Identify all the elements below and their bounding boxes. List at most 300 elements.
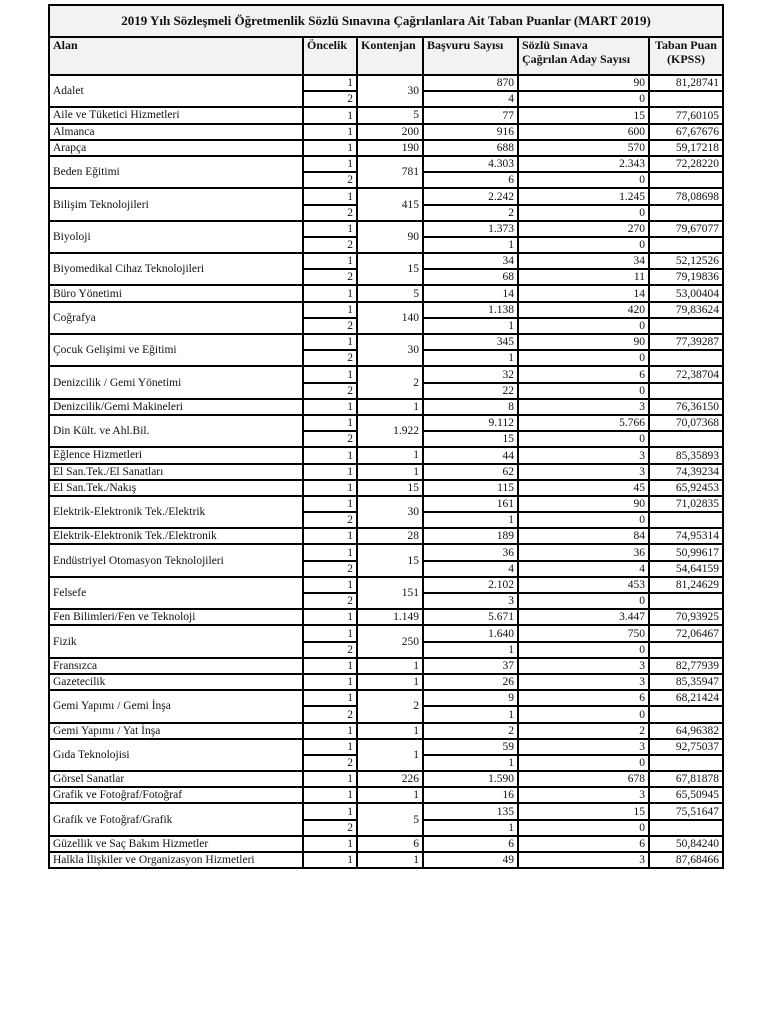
cell-sozlu: 84 [518,528,649,544]
cell-taban-puan [649,350,723,366]
cell-taban-puan: 77,60105 [649,107,723,123]
cell-kontenjan: 250 [357,625,423,657]
table-title-row [49,5,723,37]
table-row [49,302,723,318]
table-row [49,836,723,852]
cell-basvuru: 37 [423,658,518,674]
cell-alan: Fizik [49,625,303,657]
cell-sozlu: 570 [518,140,649,156]
cell-kontenjan: 1 [357,787,423,803]
cell-alan: El San.Tek./Nakış [49,480,303,496]
cell-taban-puan [649,205,723,221]
cell-alan: Görsel Sanatlar [49,771,303,787]
cell-oncelik: 1 [303,399,357,415]
cell-taban-puan [649,642,723,658]
scores-table [48,4,724,869]
cell-taban-puan [649,755,723,771]
cell-oncelik: 1 [303,803,357,819]
cell-oncelik: 2 [303,593,357,609]
cell-oncelik: 1 [303,447,357,463]
cell-oncelik: 1 [303,544,357,560]
cell-oncelik: 2 [303,269,357,285]
cell-taban-puan: 54,64159 [649,561,723,577]
cell-sozlu: 0 [518,91,649,107]
cell-taban-puan: 67,67676 [649,124,723,140]
column-header-sozlu-line2: Çağrılan Aday Sayısı [522,52,631,66]
table-row [49,544,723,560]
cell-basvuru: 77 [423,107,518,123]
cell-basvuru: 1.640 [423,625,518,641]
cell-sozlu: 3 [518,852,649,868]
cell-basvuru: 1 [423,350,518,366]
cell-sozlu: 0 [518,383,649,399]
cell-sozlu: 90 [518,334,649,350]
cell-oncelik: 1 [303,253,357,269]
cell-alan: Eğlence Hizmetleri [49,447,303,463]
cell-taban-puan: 92,75037 [649,739,723,755]
table-row [49,399,723,415]
cell-oncelik: 1 [303,107,357,123]
table-row [49,285,723,301]
cell-basvuru: 345 [423,334,518,350]
cell-oncelik: 1 [303,625,357,641]
cell-basvuru: 49 [423,852,518,868]
cell-sozlu: 453 [518,577,649,593]
cell-alan: Gıda Teknolojisi [49,739,303,771]
cell-basvuru: 22 [423,383,518,399]
table-header-row [49,37,723,75]
cell-taban-puan: 81,28741 [649,75,723,91]
cell-kontenjan: 415 [357,188,423,220]
cell-basvuru: 1 [423,820,518,836]
cell-kontenjan: 15 [357,544,423,576]
cell-sozlu: 2.343 [518,156,649,172]
cell-alan: Felsefe [49,577,303,609]
cell-taban-puan: 67,81878 [649,771,723,787]
cell-alan: Beden Eğitimi [49,156,303,188]
cell-taban-puan: 52,12526 [649,253,723,269]
cell-taban-puan: 70,07368 [649,415,723,431]
cell-oncelik: 1 [303,188,357,204]
cell-kontenjan: 5 [357,107,423,123]
cell-taban-puan: 50,84240 [649,836,723,852]
cell-alan: Arapça [49,140,303,156]
cell-kontenjan: 30 [357,496,423,528]
table-row [49,625,723,641]
cell-oncelik: 1 [303,771,357,787]
cell-oncelik: 1 [303,221,357,237]
cell-basvuru: 16 [423,787,518,803]
cell-kontenjan: 1.149 [357,609,423,625]
cell-taban-puan: 85,35893 [649,447,723,463]
cell-kontenjan: 1 [357,464,423,480]
cell-sozlu: 0 [518,642,649,658]
cell-sozlu: 5.766 [518,415,649,431]
cell-taban-puan [649,512,723,528]
cell-basvuru: 1.373 [423,221,518,237]
table-row [49,496,723,512]
cell-taban-puan: 72,06467 [649,625,723,641]
table-row [49,577,723,593]
cell-basvuru: 2 [423,723,518,739]
cell-oncelik: 1 [303,334,357,350]
cell-kontenjan: 1 [357,723,423,739]
cell-taban-puan: 79,83624 [649,302,723,318]
table-row [49,674,723,690]
cell-alan: Almanca [49,124,303,140]
cell-sozlu: 6 [518,836,649,852]
cell-alan: Güzellik ve Saç Bakım Hizmetler [49,836,303,852]
cell-kontenjan: 15 [357,480,423,496]
cell-sozlu: 11 [518,269,649,285]
table-row [49,366,723,382]
cell-basvuru: 68 [423,269,518,285]
cell-basvuru: 135 [423,803,518,819]
table-row [49,852,723,868]
cell-oncelik: 2 [303,706,357,722]
cell-sozlu: 0 [518,512,649,528]
column-header-basvuru: Başvuru Sayısı [423,37,518,75]
cell-alan: Denizcilik/Gemi Makineleri [49,399,303,415]
cell-oncelik: 1 [303,609,357,625]
cell-basvuru: 44 [423,447,518,463]
cell-oncelik: 1 [303,852,357,868]
cell-sozlu: 0 [518,593,649,609]
cell-oncelik: 2 [303,91,357,107]
cell-taban-puan: 76,36150 [649,399,723,415]
cell-taban-puan: 68,21424 [649,690,723,706]
cell-kontenjan: 1 [357,399,423,415]
cell-kontenjan: 2 [357,366,423,398]
cell-alan: Biyoloji [49,221,303,253]
cell-oncelik: 1 [303,366,357,382]
cell-basvuru: 4 [423,561,518,577]
cell-sozlu: 45 [518,480,649,496]
cell-basvuru: 1.590 [423,771,518,787]
cell-kontenjan: 151 [357,577,423,609]
cell-oncelik: 2 [303,205,357,221]
table-row [49,528,723,544]
cell-basvuru: 9.112 [423,415,518,431]
cell-oncelik: 1 [303,577,357,593]
cell-sozlu: 3 [518,399,649,415]
cell-taban-puan [649,820,723,836]
cell-basvuru: 62 [423,464,518,480]
cell-taban-puan: 72,28220 [649,156,723,172]
cell-sozlu: 0 [518,350,649,366]
cell-oncelik: 1 [303,75,357,91]
cell-taban-puan [649,172,723,188]
table-row [49,140,723,156]
table-row [49,480,723,496]
cell-sozlu: 4 [518,561,649,577]
cell-kontenjan: 781 [357,156,423,188]
cell-taban-puan: 74,95314 [649,528,723,544]
cell-kontenjan: 30 [357,75,423,107]
table-body [49,75,723,868]
cell-alan: Grafik ve Fotoğraf/Fotoğraf [49,787,303,803]
cell-basvuru: 1 [423,318,518,334]
cell-oncelik: 2 [303,561,357,577]
column-header-taban-puan [649,37,723,75]
cell-taban-puan: 85,35947 [649,674,723,690]
cell-basvuru: 26 [423,674,518,690]
cell-basvuru: 161 [423,496,518,512]
cell-kontenjan: 28 [357,528,423,544]
column-header-taban-line1: Taban Puan [655,38,717,52]
cell-oncelik: 2 [303,350,357,366]
cell-kontenjan: 1 [357,658,423,674]
cell-taban-puan: 77,39287 [649,334,723,350]
cell-alan: Adalet [49,75,303,107]
column-header-kontenjan: Kontenjan [357,37,423,75]
cell-sozlu: 3 [518,739,649,755]
cell-sozlu: 1.245 [518,188,649,204]
cell-oncelik: 1 [303,156,357,172]
cell-taban-puan: 87,68466 [649,852,723,868]
cell-oncelik: 1 [303,480,357,496]
cell-taban-puan: 53,00404 [649,285,723,301]
cell-sozlu: 3 [518,674,649,690]
cell-sozlu: 34 [518,253,649,269]
cell-oncelik: 1 [303,140,357,156]
cell-sozlu: 3 [518,658,649,674]
cell-oncelik: 2 [303,642,357,658]
cell-basvuru: 1 [423,237,518,253]
cell-kontenjan: 1.922 [357,415,423,447]
cell-basvuru: 115 [423,480,518,496]
cell-kontenjan: 140 [357,302,423,334]
cell-basvuru: 6 [423,836,518,852]
cell-oncelik: 1 [303,124,357,140]
cell-alan: Fen Bilimleri/Fen ve Teknoloji [49,609,303,625]
cell-oncelik: 2 [303,431,357,447]
table-row [49,107,723,123]
column-header-oncelik: Öncelik [303,37,357,75]
cell-sozlu: 15 [518,803,649,819]
cell-sozlu: 0 [518,755,649,771]
cell-kontenjan: 30 [357,334,423,366]
cell-sozlu: 2 [518,723,649,739]
cell-taban-puan [649,593,723,609]
cell-alan: Halkla İlişkiler ve Organizasyon Hizmetleri [49,852,303,868]
cell-basvuru: 32 [423,366,518,382]
cell-oncelik: 1 [303,723,357,739]
cell-taban-puan: 75,51647 [649,803,723,819]
table-row [49,221,723,237]
column-header-taban-line2: (KPSS) [667,52,706,66]
cell-alan: Gazetecilik [49,674,303,690]
cell-sozlu: 3 [518,464,649,480]
cell-sozlu: 0 [518,431,649,447]
cell-sozlu: 0 [518,318,649,334]
cell-oncelik: 1 [303,739,357,755]
cell-basvuru: 1 [423,642,518,658]
cell-basvuru: 3 [423,593,518,609]
cell-oncelik: 1 [303,690,357,706]
cell-sozlu: 6 [518,366,649,382]
cell-sozlu: 90 [518,75,649,91]
cell-basvuru: 34 [423,253,518,269]
cell-basvuru: 1 [423,512,518,528]
cell-alan: Biyomedikal Cihaz Teknolojileri [49,253,303,285]
cell-sozlu: 90 [518,496,649,512]
cell-taban-puan [649,706,723,722]
cell-alan: Endüstriyel Otomasyon Teknolojileri [49,544,303,576]
table-row [49,723,723,739]
cell-kontenjan: 190 [357,140,423,156]
cell-kontenjan: 1 [357,852,423,868]
table-row [49,188,723,204]
cell-kontenjan: 5 [357,285,423,301]
cell-alan: Aile ve Tüketici Hizmetleri [49,107,303,123]
cell-alan: Gemi Yapımı / Yat İnşa [49,723,303,739]
cell-taban-puan [649,431,723,447]
cell-sozlu: 0 [518,237,649,253]
cell-alan: Gemi Yapımı / Gemi İnşa [49,690,303,722]
cell-basvuru: 5.671 [423,609,518,625]
cell-sozlu: 0 [518,706,649,722]
cell-basvuru: 2.242 [423,188,518,204]
cell-taban-puan: 59,17218 [649,140,723,156]
cell-taban-puan [649,237,723,253]
cell-taban-puan: 79,67077 [649,221,723,237]
cell-kontenjan: 226 [357,771,423,787]
cell-basvuru: 189 [423,528,518,544]
cell-sozlu: 3.447 [518,609,649,625]
cell-taban-puan [649,383,723,399]
cell-taban-puan: 78,08698 [649,188,723,204]
cell-oncelik: 2 [303,755,357,771]
table-row [49,787,723,803]
cell-taban-puan: 64,96382 [649,723,723,739]
cell-kontenjan: 1 [357,739,423,771]
cell-oncelik: 1 [303,496,357,512]
cell-basvuru: 9 [423,690,518,706]
table-row [49,771,723,787]
cell-alan: Coğrafya [49,302,303,334]
cell-oncelik: 2 [303,172,357,188]
cell-kontenjan: 5 [357,803,423,835]
cell-kontenjan: 1 [357,447,423,463]
cell-kontenjan: 90 [357,221,423,253]
cell-kontenjan: 200 [357,124,423,140]
cell-sozlu: 36 [518,544,649,560]
cell-basvuru: 1 [423,706,518,722]
cell-taban-puan: 74,39234 [649,464,723,480]
cell-sozlu: 600 [518,124,649,140]
cell-oncelik: 1 [303,787,357,803]
cell-sozlu: 0 [518,172,649,188]
cell-oncelik: 2 [303,383,357,399]
cell-oncelik: 1 [303,302,357,318]
table-row [49,124,723,140]
cell-oncelik: 1 [303,528,357,544]
cell-basvuru: 870 [423,75,518,91]
cell-sozlu: 750 [518,625,649,641]
table-row [49,464,723,480]
cell-sozlu: 14 [518,285,649,301]
cell-taban-puan: 65,50945 [649,787,723,803]
cell-alan: Elektrik-Elektronik Tek./Elektronik [49,528,303,544]
cell-alan: El San.Tek./El Sanatları [49,464,303,480]
cell-basvuru: 59 [423,739,518,755]
cell-sozlu: 3 [518,447,649,463]
cell-basvuru: 1.138 [423,302,518,318]
cell-oncelik: 1 [303,836,357,852]
cell-taban-puan: 81,24629 [649,577,723,593]
cell-sozlu: 0 [518,205,649,221]
cell-basvuru: 6 [423,172,518,188]
cell-basvuru: 4 [423,91,518,107]
cell-alan: Grafik ve Fotoğraf/Grafik [49,803,303,835]
cell-basvuru: 15 [423,431,518,447]
column-header-sozlu [518,37,649,75]
table-row [49,658,723,674]
column-header-sozlu-line1: Sözlü Sınava [522,38,588,52]
cell-sozlu: 678 [518,771,649,787]
table-row [49,415,723,431]
table-row [49,447,723,463]
cell-oncelik: 1 [303,674,357,690]
cell-oncelik: 2 [303,318,357,334]
cell-oncelik: 2 [303,512,357,528]
document-page [48,4,722,869]
cell-sozlu: 270 [518,221,649,237]
cell-alan: Denizcilik / Gemi Yönetimi [49,366,303,398]
cell-basvuru: 14 [423,285,518,301]
cell-taban-puan: 50,99617 [649,544,723,560]
cell-alan: Bilişim Teknolojileri [49,188,303,220]
cell-basvuru: 2.102 [423,577,518,593]
cell-alan: Büro Yönetimi [49,285,303,301]
cell-sozlu: 15 [518,107,649,123]
cell-taban-puan [649,318,723,334]
cell-oncelik: 1 [303,285,357,301]
cell-taban-puan: 79,19836 [649,269,723,285]
cell-basvuru: 1 [423,755,518,771]
table-row [49,334,723,350]
cell-oncelik: 2 [303,237,357,253]
cell-basvuru: 36 [423,544,518,560]
cell-oncelik: 1 [303,658,357,674]
cell-taban-puan: 71,02835 [649,496,723,512]
cell-taban-puan: 82,77939 [649,658,723,674]
cell-oncelik: 1 [303,415,357,431]
cell-basvuru: 2 [423,205,518,221]
cell-basvuru: 916 [423,124,518,140]
cell-kontenjan: 15 [357,253,423,285]
cell-taban-puan: 65,92453 [649,480,723,496]
cell-kontenjan: 6 [357,836,423,852]
table-row [49,253,723,269]
cell-oncelik: 2 [303,820,357,836]
table-row [49,739,723,755]
table-title: 2019 Yılı Sözleşmeli Öğretmenlik Sözlü Sınavına Çağrılanlara Ait Taban Puanlar (MART 2019) [49,5,723,37]
cell-basvuru: 688 [423,140,518,156]
cell-basvuru: 8 [423,399,518,415]
cell-alan: Çocuk Gelişimi ve Eğitimi [49,334,303,366]
cell-alan: Elektrik-Elektronik Tek./Elektrik [49,496,303,528]
cell-oncelik: 1 [303,464,357,480]
table-row [49,156,723,172]
cell-sozlu: 420 [518,302,649,318]
cell-sozlu: 3 [518,787,649,803]
cell-basvuru: 4.303 [423,156,518,172]
cell-taban-puan [649,91,723,107]
cell-taban-puan: 70,93925 [649,609,723,625]
cell-sozlu: 0 [518,820,649,836]
